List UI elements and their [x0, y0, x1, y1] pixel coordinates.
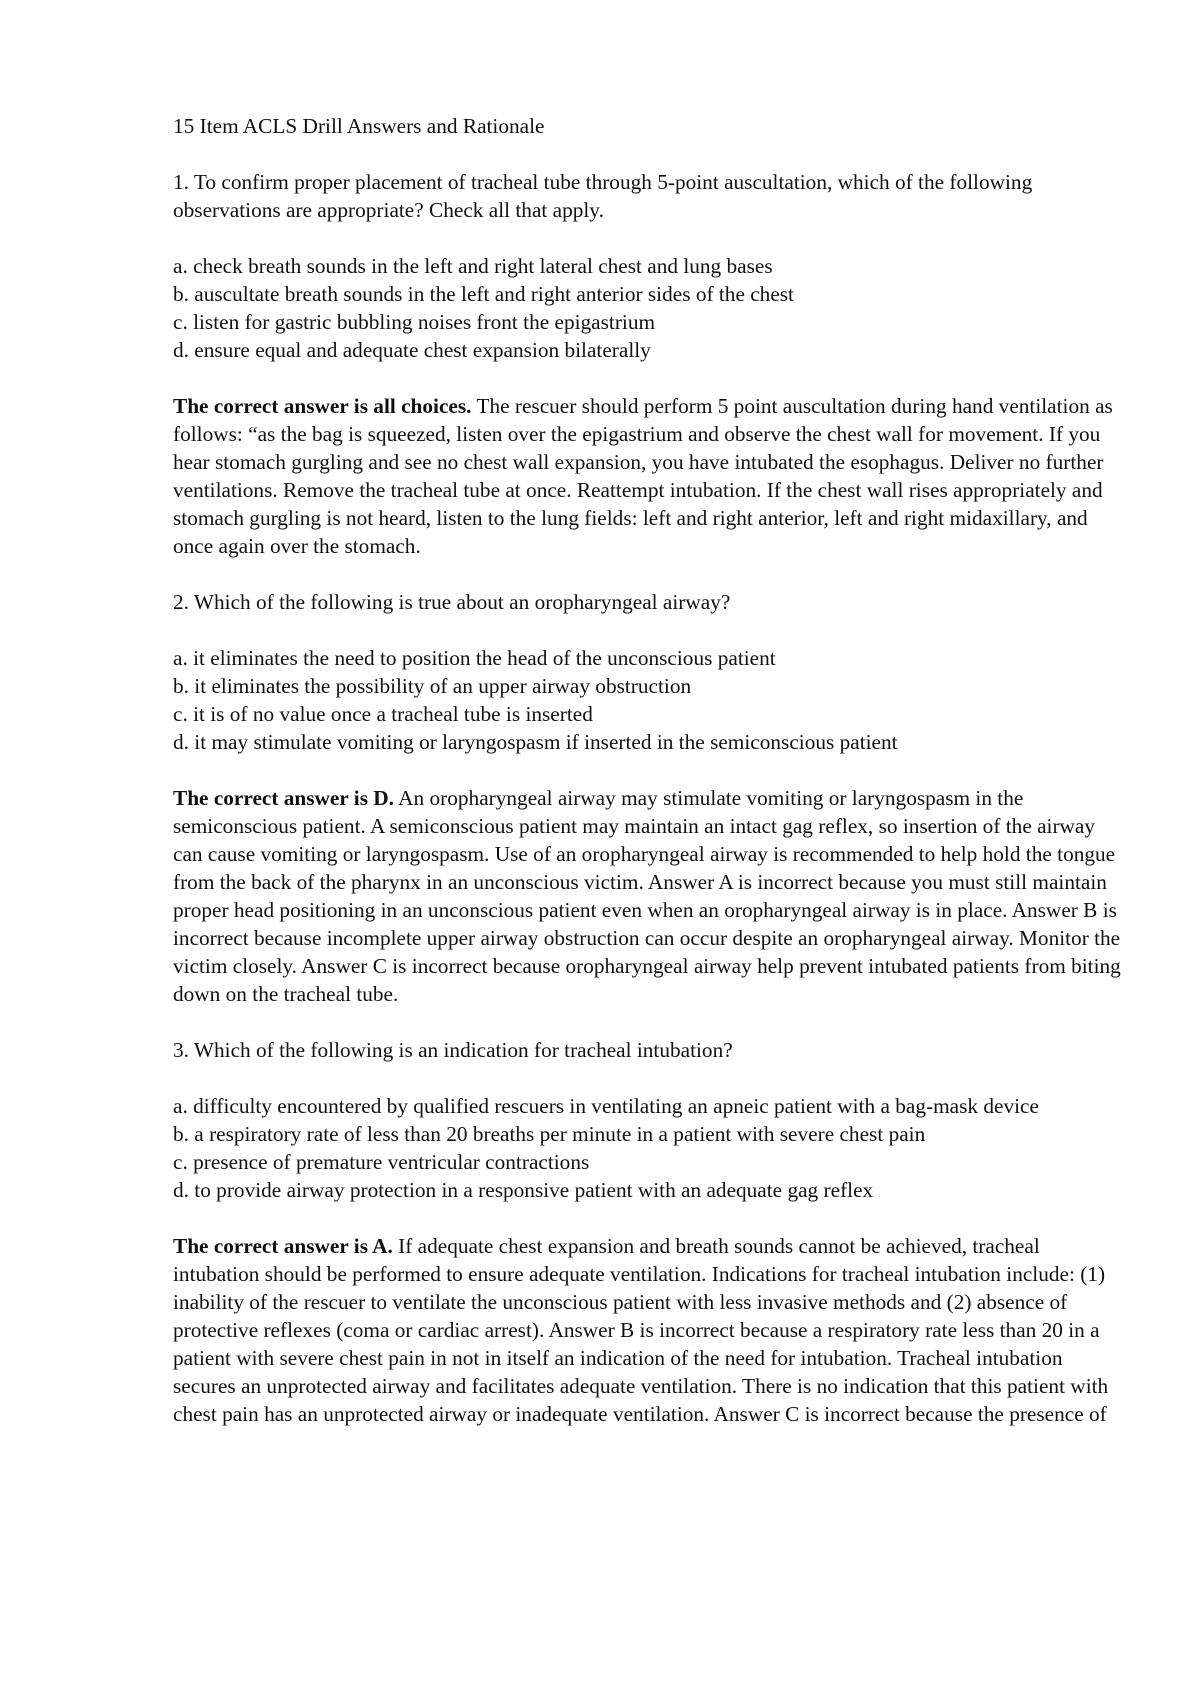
- answer-option: c. listen for gastric bubbling noises front the epigastrium: [173, 310, 656, 334]
- answer-rationale: [173, 784, 1128, 1008]
- answer-option: a. it eliminates the need to position the head of the unconscious patient: [173, 646, 776, 670]
- spacer: [173, 560, 1128, 588]
- answer-option: d. it may stimulate vomiting or laryngospasm if inserted in the semiconscious patient: [173, 730, 898, 754]
- answer-option: b. a respiratory rate of less than 20 breaths per minute in a patient with severe chest pain: [173, 1122, 926, 1146]
- answer-rationale: [173, 1232, 1128, 1428]
- spacer: [173, 364, 1128, 392]
- question-prompt: 3. Which of the following is an indication for tracheal intubation?: [173, 1038, 733, 1062]
- answer-option: a. check breath sounds in the left and right lateral chest and lung bases: [173, 254, 773, 278]
- spacer: [173, 756, 1128, 784]
- correct-answer-label: The correct answer is all choices.: [173, 394, 472, 418]
- answer-option: b. it eliminates the possibility of an upper airway obstruction: [173, 674, 692, 698]
- question-1: [173, 168, 1128, 588]
- spacer: [173, 224, 1128, 252]
- answer-rationale: [173, 392, 1128, 560]
- document-page: [173, 112, 1128, 1428]
- document-title: 15 Item ACLS Drill Answers and Rationale: [173, 114, 545, 138]
- spacer: [173, 1204, 1128, 1232]
- answer-option: b. auscultate breath sounds in the left and right anterior sides of the chest: [173, 282, 794, 306]
- answer-option: d. ensure equal and adequate chest expansion bilaterally: [173, 338, 651, 362]
- correct-answer-label: The correct answer is D.: [173, 786, 395, 810]
- spacer: [173, 1008, 1128, 1036]
- question-2: [173, 588, 1128, 1036]
- answer-option: a. difficulty encountered by qualified rescuers in ventilating an apneic patient with a bag-mask device: [173, 1094, 1039, 1118]
- spacer: [173, 140, 1128, 168]
- spacer: [173, 616, 1128, 644]
- rationale-text: An oropharyngeal airway may stimulate vomiting or laryngospasm in the semiconscious patient. A semiconscious patient may maintain an intact gag reflex, so insertion of the airway can cause vomiting or laryngospasm. Use of an oropharyngeal airway is recommended to help hold the tongue from the back of the pharynx in an unconscious victim. Answer A is incorrect because you must still maintain proper head positioning in an unconscious patient even when an oropharyngeal airway is in place. Answer B is incorrect because incomplete upper airway obstruction can occur despite an oropharyngeal airway. Monitor the victim closely. Answer C is incorrect because oropharyngeal airway help prevent intubated patients from biting down on the tracheal tube.: [173, 786, 1121, 1006]
- answer-option: d. to provide airway protection in a responsive patient with an adequate gag reflex: [173, 1178, 874, 1202]
- rationale-text: The rescuer should perform 5 point auscultation during hand ventilation as follows: “as the bag is squeezed, listen over the epigastrium and observe the chest wall for movement. If you hear stomach gurgling and see no chest wall expansion, you have intubated the esophagus. Deliver no further ventilations. Remove the tracheal tube at once. Reattempt intubation. If the chest wall rises appropriately and stomach gurgling is not heard, listen to the lung fields: left and right anterior, left and right midaxillary, and once again over the stomach.: [173, 394, 1113, 558]
- question-3: [173, 1036, 1128, 1428]
- question-prompt: 1. To confirm proper placement of tracheal tube through 5-point auscultation, which of the following observations are appropriate? Check all that apply.: [173, 170, 1033, 222]
- spacer: [173, 1064, 1128, 1092]
- question-prompt: 2. Which of the following is true about an oropharyngeal airway?: [173, 590, 731, 614]
- answer-option: c. it is of no value once a tracheal tube is inserted: [173, 702, 593, 726]
- answer-option: c. presence of premature ventricular contractions: [173, 1150, 590, 1174]
- correct-answer-label: The correct answer is A.: [173, 1234, 393, 1258]
- rationale-text: If adequate chest expansion and breath sounds cannot be achieved, tracheal intubation should be performed to ensure adequate ventilation. Indications for tracheal intubation include: (1) inability of the rescuer to ventilate the unconscious patient with less invasive methods and (2) absence of protective reflexes (coma or cardiac arrest). Answer B is incorrect because a respiratory rate less than 20 in a patient with severe chest pain in not in itself an indication of the need for intubation. Tracheal intubation secures an unprotected airway and facilitates adequate ventilation. There is no indication that this patient with chest pain has an unprotected airway or inadequate ventilation. Answer C is incorrect because the presence of: [173, 1234, 1109, 1426]
